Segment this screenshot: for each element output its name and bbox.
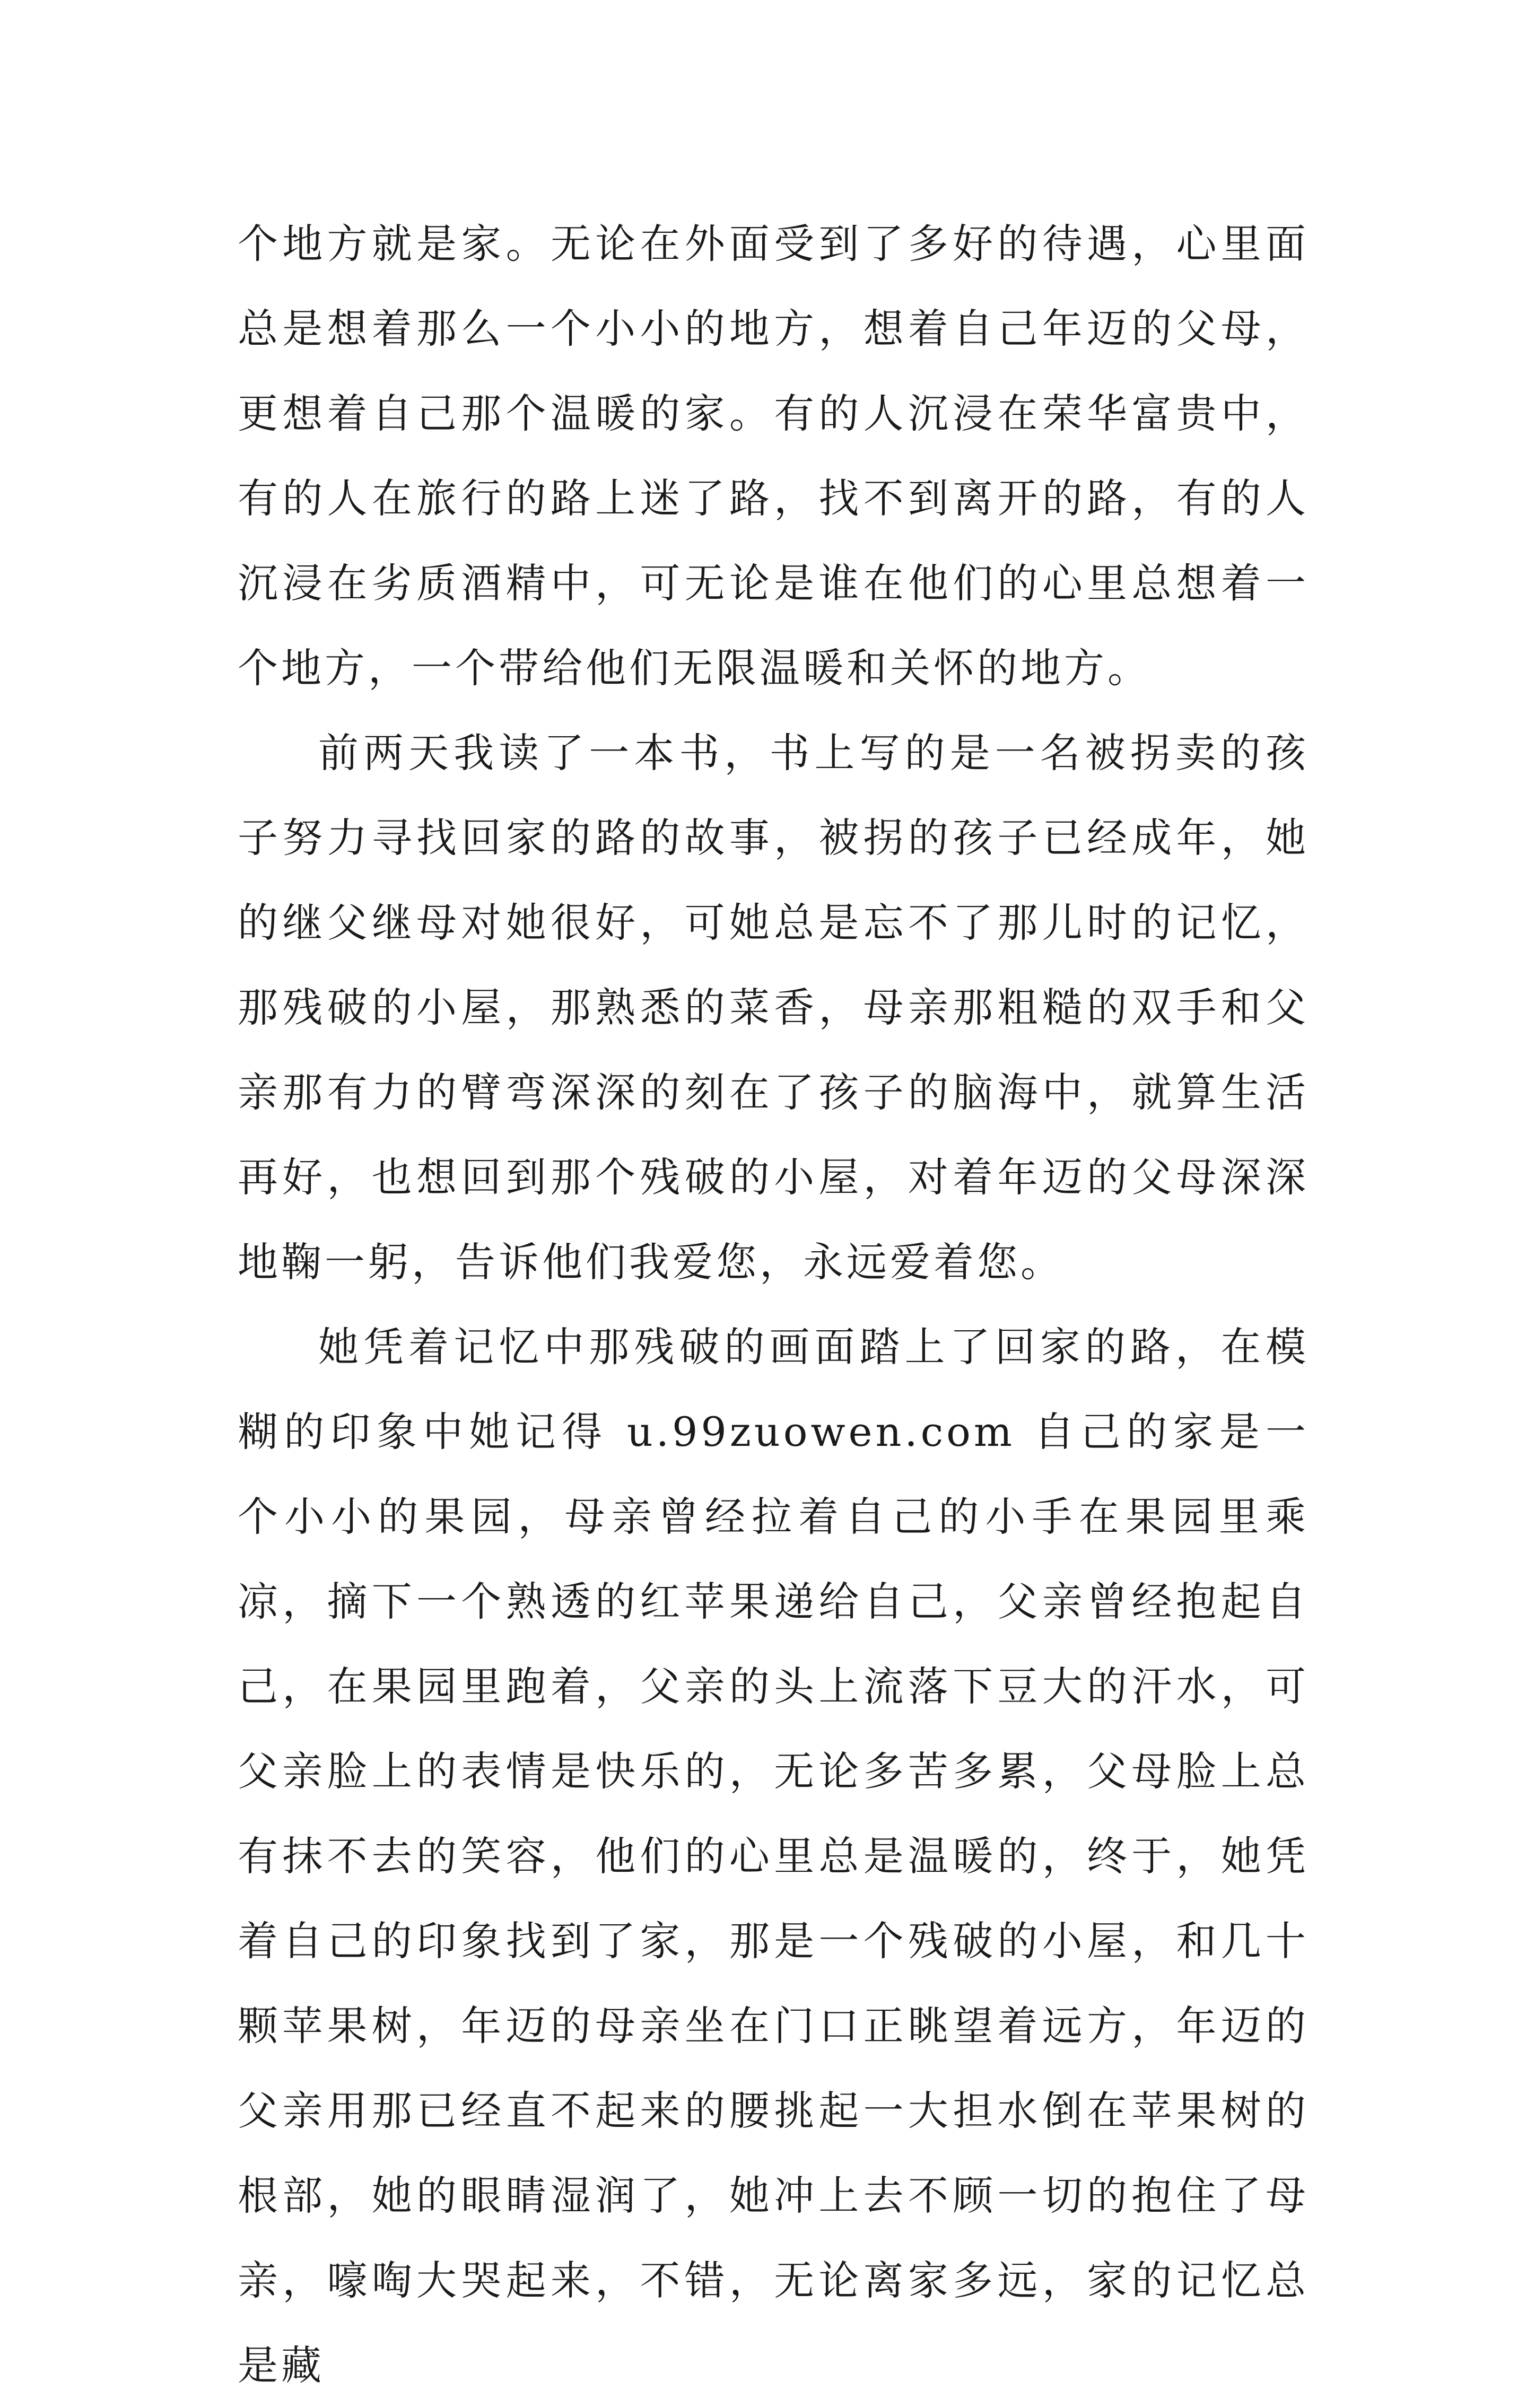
essay-body — [238, 202, 1309, 2408]
paragraph-1: 个地方就是家。无论在外面受到了多好的待遇，心里面总是想着那么一个小小的地方，想着自己年迈的父母，更想着自己那个温暖的家。有的人沉浸在荣华富贵中，有的人在旅行的路上迷了路，找不到离开的路，有的人沉浸在劣质酒精中，可无论是谁在他们的心里总想着一个地方，一个带给他们无限温暖和关怀的地方。 — [238, 220, 1309, 692]
paragraph-2: 前两天我读了一本书，书上写的是一名被拐卖的孩子努力寻找回家的路的故事，被拐的孩子已经成年，她的继父继母对她很好，可她总是忘不了那儿时的记忆，那残破的小屋，那熟悉的菜香，母亲那粗糙的双手和父亲那有力的臂弯深深的刻在了孩子的脑海中，就算生活再好，也想回到那个残破的小屋，对着年迈的父母深深地鞠一躬，告诉他们我爱您，永远爱着您。 — [238, 729, 1309, 1286]
paragraph-3: 她凭着记忆中那残破的画面踏上了回家的路，在模糊的印象中她记得 u.99zuowen.com 自己的家是一个小小的果园，母亲曾经拉着自己的小手在果园里乘凉，摘下一个熟透的红苹果递给自己，父亲曾经抱起自己，在果园里跑着，父亲的头上流落下豆大的汗水，可父亲脸上的表情是快乐的，无论多苦多累，父母脸上总有抹不去的笑容，他们的心里总是温暖的，终于，她凭着自己的印象找到了家，那是一个残破的小屋，和几十颗苹果树，年迈的母亲坐在门口正眺望着远方，年迈的父亲用那已经直不起来的腰挑起一大担水倒在苹果树的根部，她的眼睛湿润了，她冲上去不顾一切的抱住了母亲，嚎啕大哭起来，不错，无论离家多远，家的记忆总是藏 — [238, 1323, 1309, 2389]
